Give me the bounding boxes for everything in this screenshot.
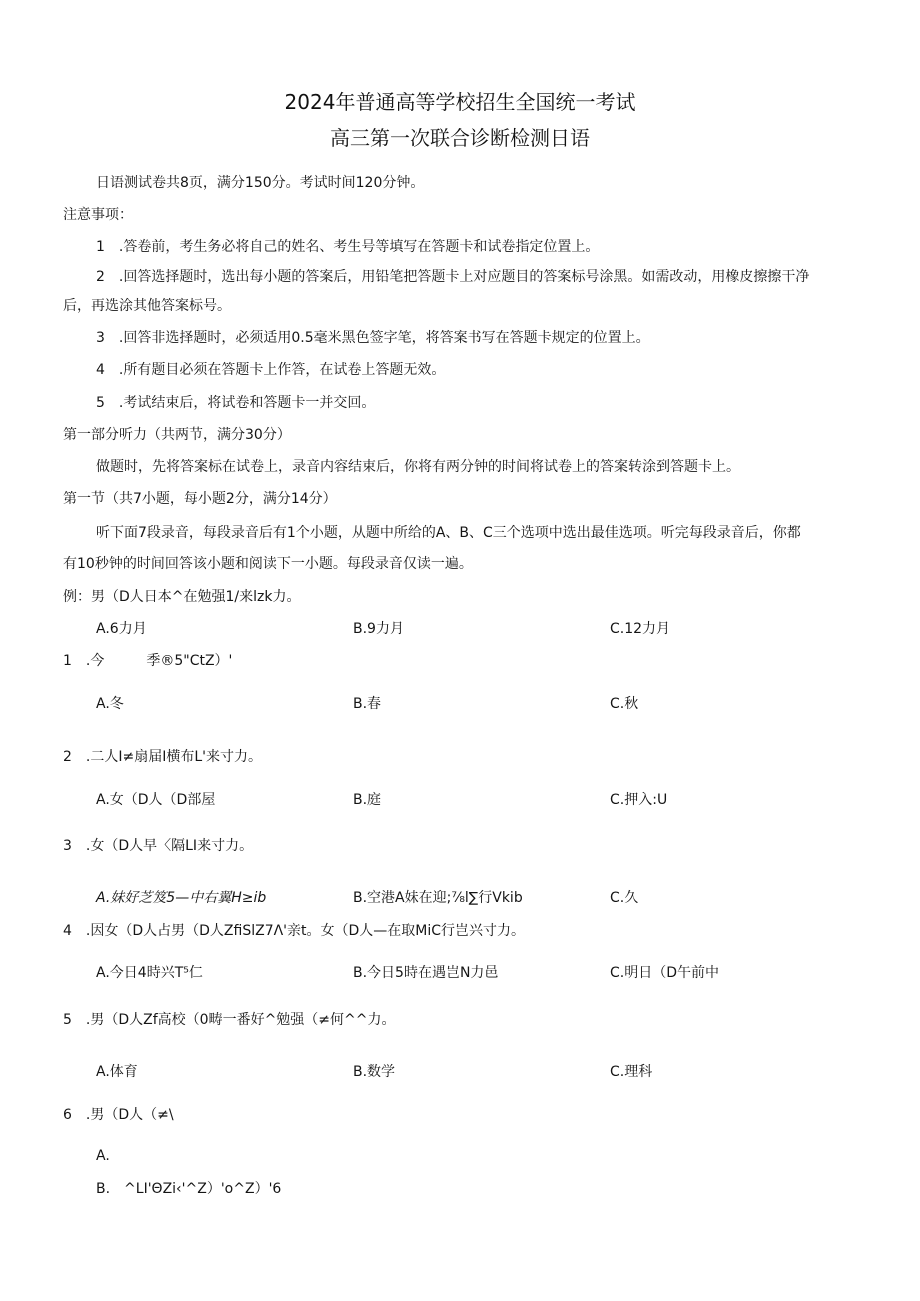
question-5-option-c: C.理科 — [610, 1064, 653, 1080]
question-5-option-b: B.数学 — [353, 1064, 396, 1080]
example-option-b: B.9力月 — [353, 621, 404, 637]
question-6-option-a: A. — [96, 1148, 110, 1164]
section1-heading: 第一节（共7小题，每小题2分，满分14分） — [63, 491, 337, 507]
question-3: 3 .女（D人早〈隔LI来寸力。 — [63, 838, 254, 854]
example-option-a: A.6力月 — [96, 621, 147, 637]
question-4: 4 .因女（D人占男（D人ZfiSlZ7Λ'亲t。女（D人—在取MiC行岂兴寸力。 — [63, 923, 526, 939]
notice-item: 2 .回答选择题时，选出每小题的答案后，用铅笔把答题卡上对应题目的答案标号涂黑。如需改动，用橡皮擦擦干净 — [96, 269, 810, 285]
question-2-option-a: A.女（D人（D部屋 — [96, 792, 216, 808]
question-2-option-c: C.押入:U — [610, 792, 668, 808]
question-5-option-a: A.体育 — [96, 1064, 138, 1080]
question-1-option-b: B.春 — [353, 696, 382, 712]
question-4-option-c: C.明日（D午前中 — [610, 965, 720, 981]
notice-item: 4 .所有题目必须在答题卡上作答，在试卷上答题无效。 — [96, 362, 446, 378]
question-3-option-b: B.空港A妹在迎;⅞l∑行Vkib — [353, 890, 523, 906]
notice-heading: 注意事项： — [63, 207, 133, 223]
section1-instruction: 听下面7段录音，每段录音后有1个小题，从题中所给的A、B、C三个选项中选出最佳选项。听完每段录音后，你都 — [96, 525, 801, 541]
question-5: 5 .男（D人Zf高校（0畴一番好^勉强（≠何^^力。 — [63, 1012, 396, 1028]
question-3-option-c: C.久 — [610, 890, 639, 906]
notice-item: 5 .考试结束后，将试卷和答题卡一并交回。 — [96, 395, 376, 411]
intro-text: 日语测试卷共8页，满分150分。考试时间120分钟。 — [96, 175, 425, 191]
part1-instruction: 做题时，先将答案标在试卷上，录音内容结束后，你将有两分钟的时间将试卷上的答案转涂到答题卡上。 — [96, 459, 740, 475]
question-1-option-c: C.秋 — [610, 696, 639, 712]
question-1-option-a: A.冬 — [96, 696, 124, 712]
question-2-option-b: B.庭 — [353, 792, 382, 808]
notice-item-continued: 后，再选涂其他答案标号。 — [63, 298, 231, 314]
question-1: 1 .今 季®5"CtZ）' — [63, 653, 233, 669]
example-option-c: C.12力月 — [610, 621, 671, 637]
section1-instruction-continued: 有10秒钟的时间回答该小题和阅读下一小题。每段录音仅读一遍。 — [63, 556, 473, 572]
notice-item: 1 .答卷前，考生务必将自己的姓名、考生号等填写在答题卡和试卷指定位置上。 — [96, 239, 600, 255]
part1-heading: 第一部分听力（共两节，满分30分） — [63, 427, 291, 443]
example-question: 例：男（D人日本^在勉强1/来lzk力。 — [63, 589, 301, 605]
exam-subtitle: 高三第一次联合诊断检测日语 — [330, 126, 590, 150]
question-4-option-a: A.今日4時兴T⁵仁 — [96, 965, 203, 981]
question-6: 6 .男（D人（≠\ — [63, 1107, 174, 1123]
question-4-option-b: B.今日5時在遇岂N力邑 — [353, 965, 499, 981]
question-2: 2 .二人I≠扇届I横布L'来寸力。 — [63, 749, 262, 765]
exam-title: 2024年普通高等学校招生全国统一考试 — [284, 90, 636, 114]
notice-item: 3 .回答非选择题时，必须适用0.5毫米黑色签字笔，将答案书写在答题卡规定的位置上。 — [96, 330, 650, 346]
question-6-option-b: B. ^LI'ΘZi‹'^Z）'o^Z）'6 — [96, 1181, 282, 1197]
question-3-option-a: A.妹好芝笈5—中右翼H≥ib — [96, 890, 267, 906]
